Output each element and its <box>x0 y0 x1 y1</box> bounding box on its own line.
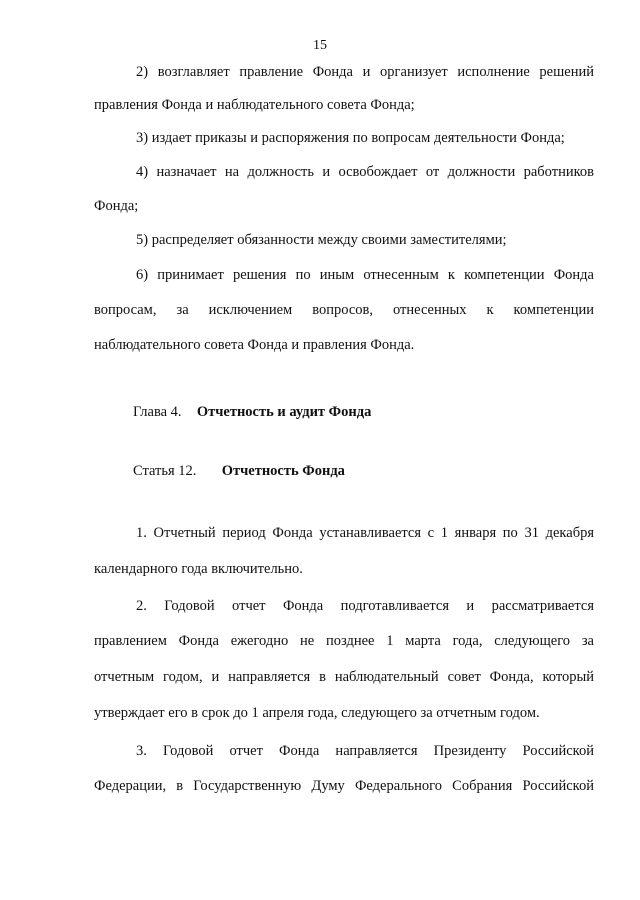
paragraph-line: календарного года включительно. <box>94 561 303 577</box>
paragraph-line: 5) распределяет обязанности между своими заместителями; <box>136 232 507 248</box>
paragraph-line: 6) принимает решения по иным отнесенным к компетенции Фонда <box>136 267 594 283</box>
paragraph-line: правления Фонда и наблюдательного совета Фонда; <box>94 97 415 113</box>
paragraph-line: правлением Фонда ежегодно не позднее 1 марта года, следующего за <box>94 633 594 649</box>
paragraph-line: вопросам, за исключением вопросов, отнесенных к компетенции <box>94 302 594 318</box>
article-heading <box>133 462 345 480</box>
paragraph-line: 3) издает приказы и распоряжения по вопросам деятельности Фонда; <box>136 130 565 146</box>
article-title: Отчетность Фонда <box>221 463 345 479</box>
chapter-title: Отчетность и аудит Фонда <box>196 404 372 420</box>
article-label: Статья 12. <box>133 463 197 479</box>
paragraph-line: наблюдательного совета Фонда и правления Фонда. <box>94 337 415 353</box>
paragraph-line: утверждает его в срок до 1 апреля года, следующего за отчетным годом. <box>94 705 540 721</box>
chapter-label: Глава 4. <box>133 404 182 420</box>
paragraph-line: 4) назначает на должность и освобождает от должности работников <box>136 164 594 180</box>
paragraph-line: Фонда; <box>94 198 139 214</box>
paragraph-line: отчетным годом, и направляется в наблюдательный совет Фонда, который <box>94 669 594 685</box>
paragraph-line: 2. Годовой отчет Фонда подготавливается и рассматривается <box>136 598 594 614</box>
page-number: 15 <box>313 38 327 53</box>
paragraph-line: 2) возглавляет правление Фонда и организует исполнение решений <box>136 64 594 80</box>
paragraph-line: Федерации, в Государственную Думу Федерального Собрания Российской <box>94 778 594 794</box>
paragraph-line: 1. Отчетный период Фонда устанавливается с 1 января по 31 декабря <box>136 525 594 541</box>
chapter-heading <box>133 403 371 421</box>
paragraph-line: 3. Годовой отчет Фонда направляется Президенту Российской <box>136 743 594 759</box>
